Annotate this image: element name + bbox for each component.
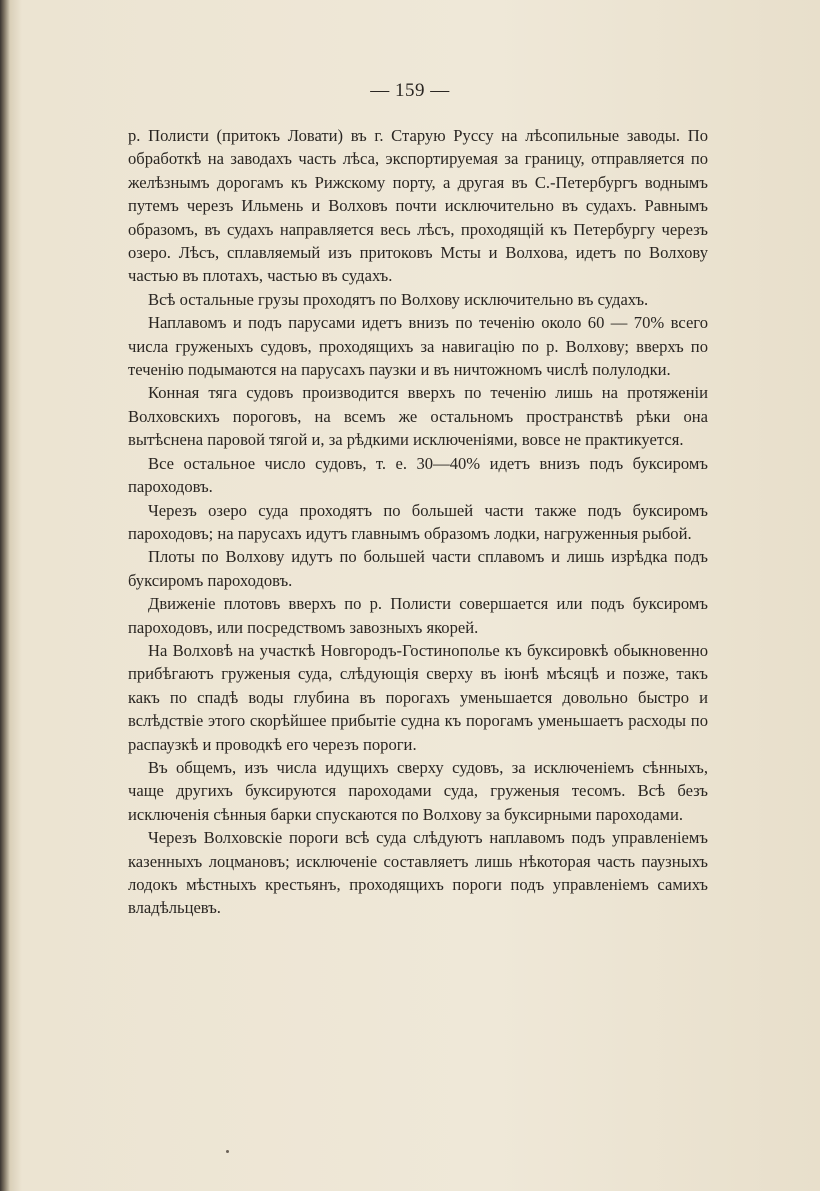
paper-speck: [226, 1150, 229, 1153]
paragraph: Движеніе плотовъ вверхъ по р. Полисти совершается или подъ буксиромъ пароходовъ, или посредствомъ завозныхъ якорей.: [128, 594, 708, 637]
paragraph: Наплавомъ и подъ парусами идетъ внизъ по теченію около 60 — 70% всего числа груженыхъ судовъ, проходящихъ за навигацію по р. Волхову; вверхъ по теченію подымаются на парусахъ паузки и въ ничтожномъ числѣ полулодки.: [128, 313, 708, 380]
paragraph: Черезъ озеро суда проходятъ по большей части также подъ буксиромъ пароходовъ; на парусахъ идутъ главнымъ образомъ лодки, нагруженныя рыбой.: [128, 500, 708, 543]
body-text: [128, 124, 708, 920]
paragraph: Черезъ Волховскіе пороги всѣ суда слѣдуютъ наплавомъ подъ управленіемъ казенныхъ лоцмановъ; исключеніе составляетъ лишь нѣкоторая часть паузныхъ лодокъ мѣстныхъ крестьянъ, проходящихъ пороги подъ управленіемъ самихъ владѣльцевъ.: [128, 828, 708, 918]
paragraph: р. Полисти (притокъ Ловати) въ г. Старую Руссу на лѣсопильные заводы. По обработкѣ на заводахъ часть лѣса, экспортируемая за границу, отправляется по желѣзнымъ дорогамъ къ Рижскому порту, а другая въ С.-Петербургъ воднымъ путемъ черезъ Ильмень и Волховъ почти исключительно въ судахъ. Равнымъ образомъ, въ судахъ направляется весь лѣсъ, проходящій къ Петербургу черезъ озеро. Лѣсъ, сплавляемый изъ притоковъ Мсты и Волхова, идетъ по Волхову частью въ плотахъ, частью въ судахъ.: [128, 126, 708, 286]
paragraph: Всѣ остальные грузы проходятъ по Волхову исключительно въ судахъ.: [148, 289, 649, 309]
paragraph: Плоты по Волхову идутъ по большей части сплавомъ и лишь изрѣдка подъ буксиромъ пароходовъ.: [128, 547, 708, 590]
paragraph: Въ общемъ, изъ числа идущихъ сверху судовъ, за исключеніемъ сѣнныхъ, чаще другихъ буксируются пароходами суда, груженыя тесомъ. Всѣ безъ исключенія сѣнныя барки спускаются по Волхову за буксирными пароходами.: [128, 757, 708, 824]
page-number: — 159 —: [370, 80, 450, 101]
paragraph: На Волховѣ на участкѣ Новгородъ-Гостинополье къ буксировкѣ обыкновенно прибѣгаютъ груженыя суда, слѣдующія сверху въ іюнѣ мѣсяцѣ и позже, такъ какъ по спадѣ воды глубина въ порогахъ уменьшается довольно быстро и вслѣдствіе этого скорѣйшее прибытіе судна къ порогамъ уменьшаетъ расходы по распаузкѣ и проводкѣ его черезъ пороги.: [128, 640, 708, 754]
paragraph: Конная тяга судовъ производится вверхъ по теченію лишь на протяженіи Волховскихъ пороговъ, на всемъ же остальномъ пространствѣ рѣки она вытѣснена паровой тягой и, за рѣдкими исключеніями, вовсе не практикуется.: [128, 383, 708, 450]
paragraph: Все остальное число судовъ, т. е. 30—40% идетъ внизъ подъ буксиромъ пароходовъ.: [128, 453, 708, 497]
